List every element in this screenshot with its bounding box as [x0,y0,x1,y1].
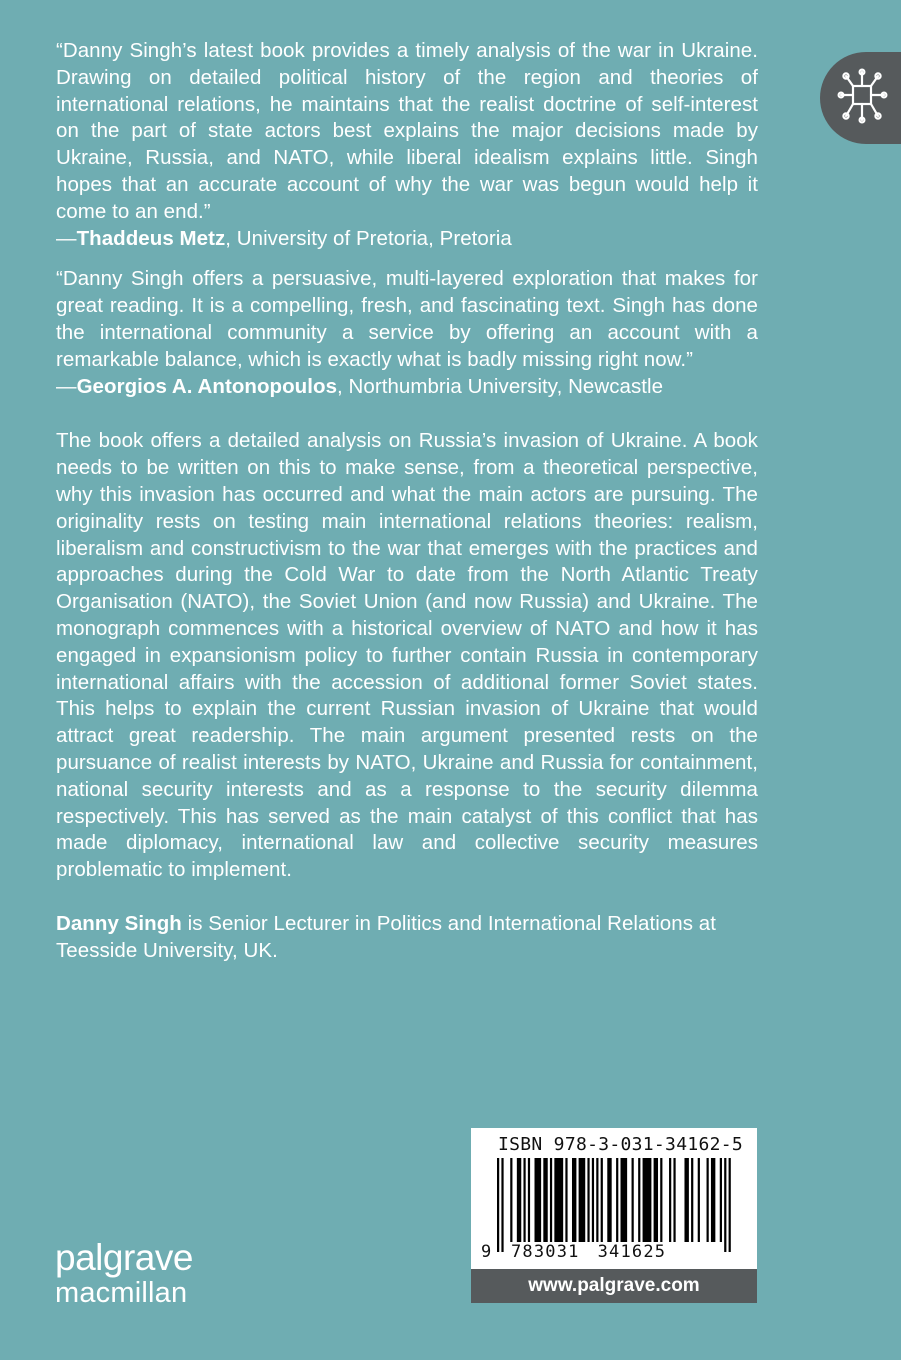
barcode-bar [565,1158,567,1242]
logo-line-2: macmillan [55,1277,188,1309]
barcode-bar [660,1158,662,1242]
barcode-bar [643,1158,652,1242]
barcode-bar [684,1158,688,1242]
barcode-bar [616,1158,618,1252]
barcode-bar [607,1158,611,1252]
quote-text: “Danny Singh’s latest book provides a timely analysis of the war in Ukraine. Drawing on detailed political history of the region and theories of international relations, he maintains that the realist doctrine of self-interest on the part of state actors best explains the major decisions made by Ukraine, Russia, and NATO, while liberal idealism explains little. Singh hopes that an accurate account of why the war was begun would help it come to an end.” [56,39,758,223]
springer-network-icon [836,64,890,128]
quote-attribution [56,226,758,253]
barcode-bar [654,1158,658,1242]
barcode-bar [720,1158,722,1242]
attribution-dash: — [56,226,77,250]
barcode-bar [554,1158,563,1242]
barcode-bar [501,1158,503,1252]
isbn-barcode [471,1128,757,1269]
description-text: The book offers a detailed analysis on Russia’s invasion of Ukraine. A book needs to be written on this to make sense, from a theoretical perspective, why this invasion has occurred and what the main actors are pursuing. The originality rests on testing main international relations theories: realism, liberalism and constructivism to the war that emerges with the practices and approaches during the Cold War to date from the North Atlantic Treaty Organisation (NATO), the Soviet Union (and now Russia) and Ukraine. The monograph commences with a historical overview of NATO and how it has engaged in expansionism policy to further contain Russia in contemporary international affairs with the accession of additional former Soviet states. This helps to explain the current Russian invasion of Ukraine that would attract great readership. The main argument presented rests on the pursuance of realist interests by NATO, Ukraine and Russia for containment, national security interests and as a response to the security dilemma respectively. This has served as the main catalyst of this conflict that has made diplomacy, international law and collective security measures problematic to implement. [56,429,758,882]
publisher-corner-tab [820,52,901,144]
quote-affiliation: , Northumbria University, Newcastle [337,374,664,398]
barcode-bar [691,1158,693,1242]
barcode-bar [550,1158,552,1242]
barcode-bar [601,1158,603,1252]
barcode-bar [517,1158,521,1242]
bio-text [56,911,758,965]
publisher-url: www.palgrave.com [471,1269,757,1303]
barcode-bar [528,1158,530,1242]
back-cover-text [56,38,758,965]
book-description [56,428,758,884]
barcode-bars [497,1158,733,1252]
quote-author: Thaddeus Metz [76,226,226,250]
barcode-bar [587,1158,589,1242]
endorsement-quote-2 [56,266,758,400]
bio-author-name: Danny Singh [56,911,182,935]
barcode-bar [707,1158,709,1242]
barcode-bar [497,1158,499,1252]
logo-line-1: palgrave [55,1237,193,1278]
barcode-bar [711,1158,715,1242]
quote-affiliation: , University of Pretoria, Pretoria [225,226,512,250]
isbn-digit-group-2: 341625 [597,1242,667,1262]
isbn-digit-group-1: 783031 [511,1242,580,1262]
barcode-bar [698,1158,700,1242]
barcode-bar [669,1158,671,1242]
barcode-bar [673,1158,675,1242]
isbn-digits [481,1242,751,1262]
barcode-bar [632,1158,634,1242]
author-bio [56,911,758,965]
barcode-bar [510,1158,512,1242]
palgrave-macmillan-logo [55,1238,193,1308]
quote-author: Georgios A. Antonopoulos [76,374,338,398]
isbn-label: ISBN 978-3-031-34162-5 [498,1134,744,1155]
endorsement-quote-1 [56,38,758,252]
bio-description: is Senior Lecturer in Politics and International Relations at Teesside University, UK. [56,911,716,962]
barcode-bar [535,1158,542,1242]
barcode-bar [579,1158,586,1242]
barcode-bar [729,1158,731,1252]
barcode-bar [621,1158,628,1242]
barcode-bar [523,1158,525,1242]
barcode-bar [543,1158,547,1242]
barcode-bar [572,1158,576,1242]
isbn-digit-first: 9 [481,1242,497,1262]
barcode-bar [596,1158,598,1242]
quote-text: “Danny Singh offers a persuasive, multi-layered exploration that makes for great reading. It is a compelling, fresh, and fascinating text. Singh has done the international community a service by offering an account with a remarkable balance, which is exactly what is badly missing right now.” [56,267,758,371]
barcode-bar [724,1158,726,1252]
attribution-dash: — [56,374,77,398]
barcode-bar [638,1158,640,1242]
barcode-bar [592,1158,594,1242]
quote-attribution [56,374,758,401]
